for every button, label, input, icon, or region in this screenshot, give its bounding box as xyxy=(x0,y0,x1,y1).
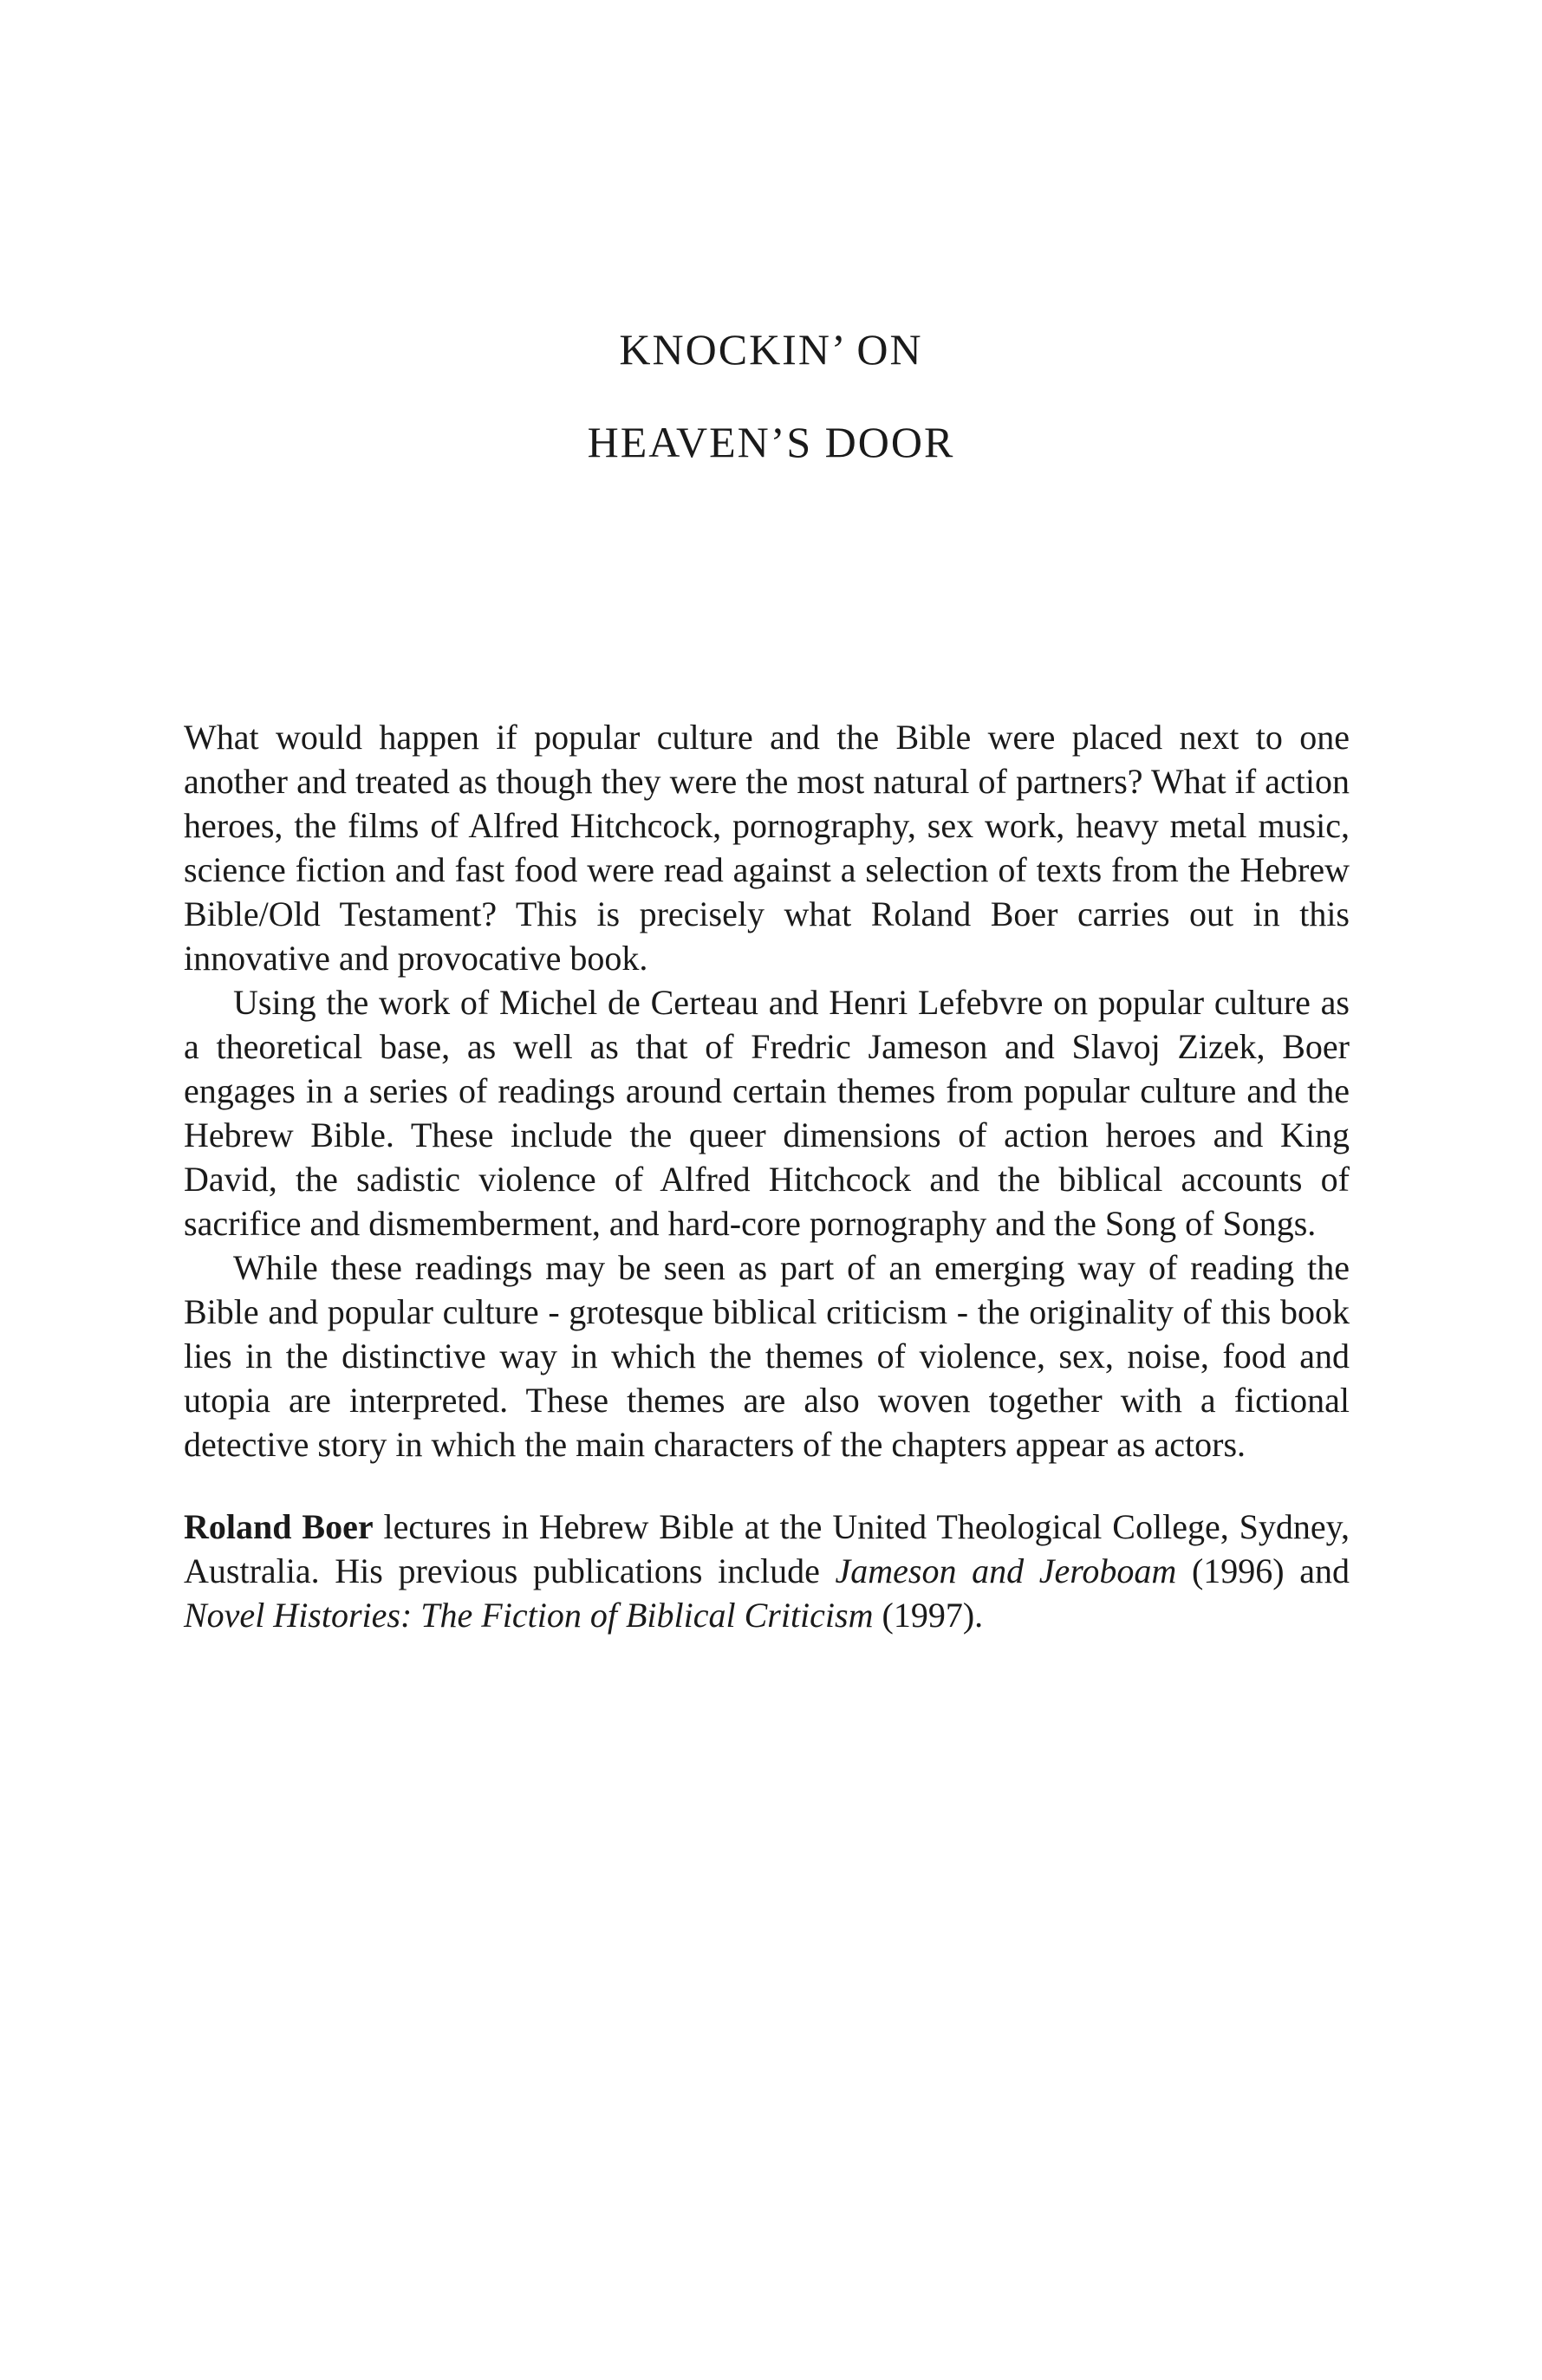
title-line-2: HEAVEN’S DOOR xyxy=(587,418,955,466)
paragraph-1: What would happen if popular culture and the Bible were placed next to one another and treated as though they were the most natural of partners? What if action heroes, the films of Alfred Hitchcock, pornography, sex work, heavy metal music, science fiction and fast food were read against a selection of texts from the Hebrew Bible/Old Testament? This is precisely what Roland Boer carries out in this innovative and provocative book. xyxy=(184,718,1350,978)
title-line-1: KNOCKIN’ ON xyxy=(619,325,923,374)
book-title xyxy=(0,325,1542,466)
blurb-text xyxy=(184,715,1350,1637)
bio-text-2: (1996) and xyxy=(1176,1551,1350,1590)
book-title-1: Jameson and Jeroboam xyxy=(835,1551,1177,1590)
author-bio xyxy=(184,1505,1350,1637)
book-title-2: Novel Histories: The Fiction of Biblical Criticism xyxy=(184,1596,874,1635)
author-name: Roland Boer xyxy=(184,1507,374,1546)
bio-text-1: lectures in Hebrew Bible at the United Theological College, Sydney, Australia. His previous publications include xyxy=(184,1507,1350,1590)
paragraph-2: Using the work of Michel de Certeau and Henri Lefebvre on popular culture as a theoretical base, as well as that of Fredric Jameson and Slavoj Zizek, Boer engages in a series of readings around certain themes from popular culture and the Hebrew Bible. These include the queer dimensions of action heroes and King David, the sadistic violence of Alfred Hitchcock and the biblical accounts of sacrifice and dismemberment, and hard-core pornography and the Song of Songs. xyxy=(184,983,1350,1243)
paragraph-3: While these readings may be seen as part of an emerging way of reading the Bible and popular culture - grotesque biblical criticism - the originality of this book lies in the distinctive way in which the themes of violence, sex, noise, food and utopia are interpreted. These themes are also woven together with a fictional detective story in which the main characters of the chapters appear as actors. xyxy=(184,1248,1350,1464)
bio-text-3: (1997). xyxy=(873,1596,984,1635)
